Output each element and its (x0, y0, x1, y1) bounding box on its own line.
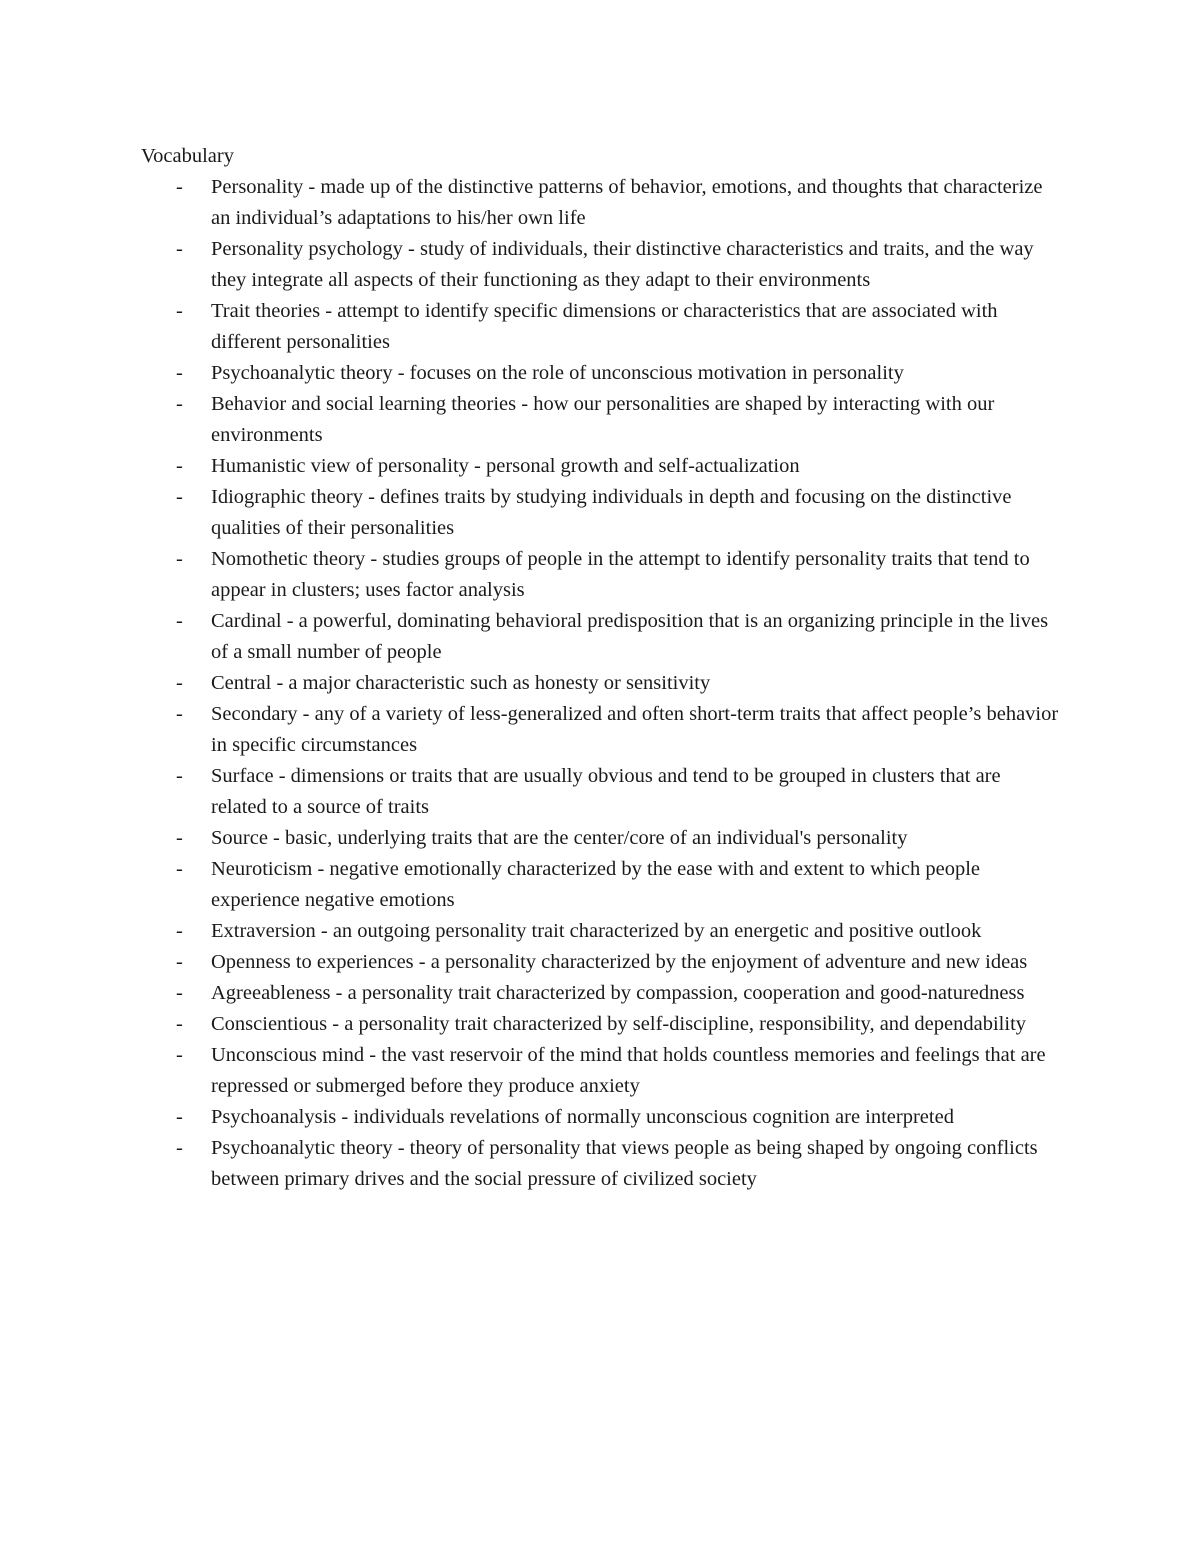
vocabulary-list-item (141, 482, 1061, 544)
bullet-dash: - (176, 362, 183, 384)
vocabulary-definition: Trait theories - attempt to identify specific dimensions or characteristics that are associated with different personalities (211, 300, 998, 353)
bullet-dash: - (176, 238, 183, 260)
bullet-dash: - (176, 1106, 183, 1128)
vocabulary-list-item (141, 761, 1061, 823)
bullet-dash: - (176, 176, 183, 198)
bullet-dash: - (176, 1137, 183, 1159)
bullet-dash: - (176, 858, 183, 880)
vocabulary-definition: Cardinal - a powerful, dominating behavioral predisposition that is an organizing principle in the lives of a small number of people (211, 610, 1049, 663)
vocabulary-definition: Central - a major characteristic such as honesty or sensitivity (211, 672, 711, 694)
vocabulary-list-item (141, 668, 1061, 699)
vocabulary-list-item (141, 544, 1061, 606)
vocabulary-definition: Psychoanalytic theory - theory of personality that views people as being shaped by ongoing conflicts between primary drives and the social pressure of civilized society (211, 1137, 1038, 1190)
vocabulary-list-item (141, 451, 1061, 482)
vocabulary-list-item (141, 1040, 1061, 1102)
vocabulary-definition: Agreeableness - a personality trait characterized by compassion, cooperation and good-naturedness (211, 982, 1025, 1004)
vocabulary-list-item (141, 978, 1061, 1009)
vocabulary-definition: Nomothetic theory - studies groups of people in the attempt to identify personality traits that tend to appear in clusters; uses factor analysis (211, 548, 1030, 601)
vocabulary-list-item (141, 699, 1061, 761)
bullet-dash: - (176, 982, 183, 1004)
bullet-dash: - (176, 1013, 183, 1035)
vocabulary-list (141, 172, 1061, 1195)
vocabulary-definition: Secondary - any of a variety of less-generalized and often short-term traits that affect people’s behavior in specific circumstances (211, 703, 1059, 756)
vocabulary-definition: Source - basic, underlying traits that are the center/core of an individual's personality (211, 827, 908, 849)
document-heading: Vocabulary (141, 145, 234, 167)
vocabulary-list-item (141, 1102, 1061, 1133)
vocabulary-list-item (141, 172, 1061, 234)
vocabulary-list-item (141, 1133, 1061, 1195)
vocabulary-list-item (141, 1009, 1061, 1040)
vocabulary-list-item (141, 823, 1061, 854)
vocabulary-definition: Idiographic theory - defines traits by studying individuals in depth and focusing on the distinctive qualities of their personalities (211, 486, 1012, 539)
vocabulary-definition: Conscientious - a personality trait characterized by self-discipline, responsibility, and dependability (211, 1013, 1027, 1035)
vocabulary-list-item (141, 947, 1061, 978)
vocabulary-definition: Neuroticism - negative emotionally characterized by the ease with and extent to which people experience negative emotions (211, 858, 981, 911)
vocabulary-list-item (141, 606, 1061, 668)
bullet-dash: - (176, 672, 183, 694)
bullet-dash: - (176, 610, 183, 632)
bullet-dash: - (176, 486, 183, 508)
vocabulary-definition: Personality psychology - study of individuals, their distinctive characteristics and traits, and the way they integrate all aspects of their functioning as they adapt to their environments (211, 238, 1034, 291)
bullet-dash: - (176, 703, 183, 725)
vocabulary-list-item (141, 916, 1061, 947)
bullet-dash: - (176, 920, 183, 942)
bullet-dash: - (176, 548, 183, 570)
vocabulary-definition: Psychoanalysis - individuals revelations of normally unconscious cognition are interpreted (211, 1106, 954, 1128)
vocabulary-list-item (141, 854, 1061, 916)
vocabulary-list-item (141, 389, 1061, 451)
vocabulary-definition: Humanistic view of personality - personal growth and self-actualization (211, 455, 800, 477)
vocabulary-definition: Extraversion - an outgoing personality trait characterized by an energetic and positive outlook (211, 920, 982, 942)
vocabulary-definition: Psychoanalytic theory - focuses on the role of unconscious motivation in personality (211, 362, 904, 384)
bullet-dash: - (176, 455, 183, 477)
vocabulary-definition: Surface - dimensions or traits that are usually obvious and tend to be grouped in clusters that are related to a source of traits (211, 765, 1001, 818)
bullet-dash: - (176, 300, 183, 322)
vocabulary-definition: Personality - made up of the distinctive patterns of behavior, emotions, and thoughts that characterize an individual’s adaptations to his/her own life (211, 176, 1043, 229)
bullet-dash: - (176, 765, 183, 787)
bullet-dash: - (176, 951, 183, 973)
vocabulary-definition: Openness to experiences - a personality characterized by the enjoyment of adventure and new ideas (211, 951, 1028, 973)
vocabulary-list-item (141, 358, 1061, 389)
bullet-dash: - (176, 393, 183, 415)
vocabulary-definition: Behavior and social learning theories - how our personalities are shaped by interacting with our environments (211, 393, 995, 446)
vocabulary-list-item (141, 234, 1061, 296)
bullet-dash: - (176, 827, 183, 849)
vocabulary-definition: Unconscious mind - the vast reservoir of the mind that holds countless memories and feelings that are repressed or submerged before they produce anxiety (211, 1044, 1046, 1097)
vocabulary-list-item (141, 296, 1061, 358)
bullet-dash: - (176, 1044, 183, 1066)
